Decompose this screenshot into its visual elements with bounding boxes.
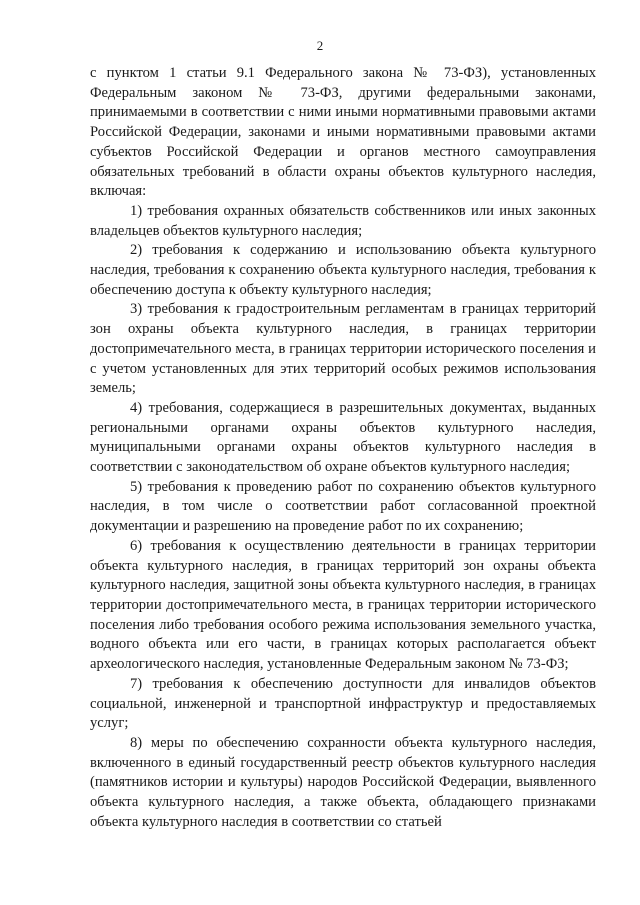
list-item-8: 8) меры по обеспечению сохранности объекта культурного наследия, включенного в единый государственный реестр объектов культурного наследия (памятников истории и культуры) народов Российской Федерации, выявленного объекта культурного наследия, а также объекта, обладающего признаками объекта культурного наследия в соответствии со статьей (90, 734, 596, 830)
body-text (90, 64, 596, 832)
page-number: 2 (316, 38, 324, 53)
list-item-5: 5) требования к проведению работ по сохранению объектов культурного наследия, в том числе о соответствии работ согласованной проектной документации и разрешению на проведение работ по их сохранению; (90, 478, 596, 535)
list-item-2: 2) требования к содержанию и использованию объекта культурного наследия, требования к сохранению объекта культурного наследия, требования к обеспечению доступа к объекту культурного наследия; (90, 242, 596, 298)
list-item-3: 3) требования к градостроительным регламентам в границах территорий зон охраны объекта культурного наследия, в границах территории достопримечательного места, в границах территории исторического поселения и с учетом установленных для этих территорий особых режимов использования земель; (90, 301, 596, 397)
list-item-6: 6) требования к осуществлению деятельности в границах территории объекта культурного наследия, в границах территорий зон охраны объекта культурного наследия, защитной зоны объекта культурного наследия, в границах территории достопримечательного места, в границах территории исторического поселения либо требования особого режима использования земельного участка, водного объекта или его части, в границах которых располагается объект археологического наследия, установленные Федеральным законом № 73-ФЗ; (90, 537, 596, 673)
list-item-1: 1) требования охранных обязательств собственников или иных законных владельцев объектов культурного наследия; (90, 202, 596, 239)
list-item-7: 7) требования к обеспечению доступности для инвалидов объектов социальной, инженерной и транспортной инфраструктур и предоставляемых услуг; (90, 675, 596, 732)
list-item-4: 4) требования, содержащиеся в разрешительных документах, выданных региональными органами охраны объектов культурного наследия, муниципальными органами охраны объектов культурного наследия в соответствии с законодательством об охране объектов культурного наследия; (90, 399, 596, 476)
paragraph-intro: с пунктом 1 статьи 9.1 Федерального закона № 73-ФЗ), установленных Федеральным законом № 73-ФЗ, другими федеральными законами, принимаемыми в соответствии с ними иными нормативными правовыми актами Российской Федерации, законами и иными нормативными правовыми актами субъектов Российской Федерации и органов местного самоуправления обязательных требований в области охраны объектов культурного наследия, включая: (90, 65, 596, 200)
